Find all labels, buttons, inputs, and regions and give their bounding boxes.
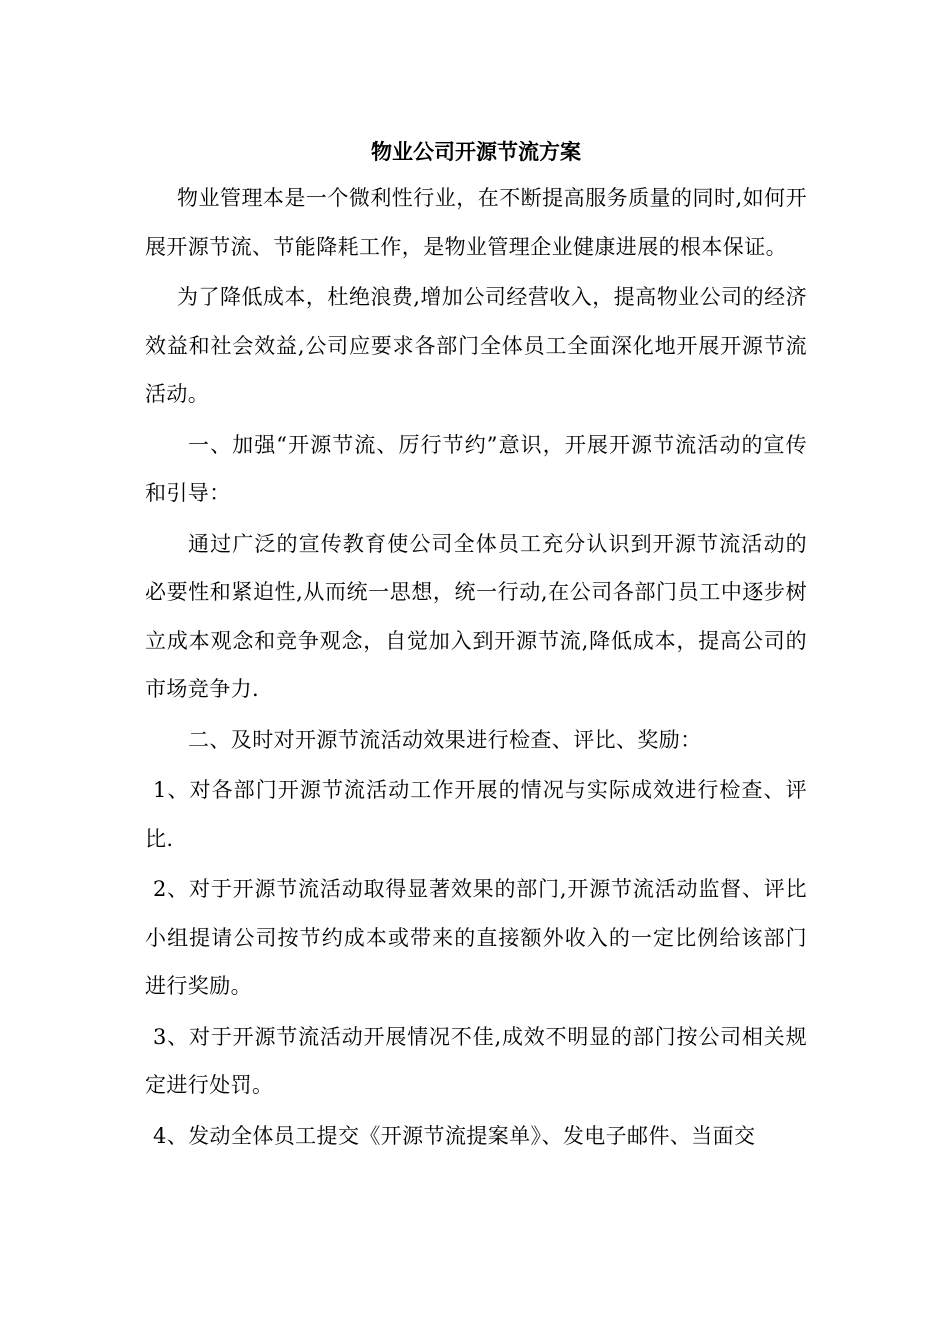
list-item-3: 3、对于开源节流活动开展情况不佳,成效不明显的部门按公司相关规定进行处罚。 [145, 1024, 807, 1097]
list-item-1: 1、对各部门开源节流活动工作开展的情况与实际成效进行检查、评比. [145, 778, 807, 851]
section-heading-1: 一、加强“开源节流、厉行节约”意识，开展开源节流活动的宣传和引导： [145, 432, 807, 505]
section-heading-2: 二、及时对开源节流活动效果进行检查、评比、奖励： [188, 727, 702, 752]
paragraph-purpose: 为了降低成本，杜绝浪费,增加公司经营收入，提高物业公司的经济效益和社会效益,公司应要求各部门全体员工全面深化地开展开源节流活动。 [145, 285, 807, 406]
list-item-2: 2、对于开源节流活动取得显著效果的部门,开源节流活动监督、评比小组提请公司按节约成本或带来的直接额外收入的一定比例给该部门进行奖励。 [145, 877, 807, 998]
list-item-4: 4、发动全体员工提交《开源节流提案单》、发电子邮件、当面交 [153, 1123, 756, 1148]
paragraph-intro: 物业管理本是一个微利性行业，在不断提高服务质量的同时,如何开展开源节流、节能降耗工作，是物业管理企业健康进展的根本保证。 [145, 186, 807, 259]
paragraph-section-1-body: 通过广泛的宣传教育使公司全体员工充分认识到开源节流活动的必要性和紧迫性,从而统一思想，统一行动,在公司各部门员工中逐步树立成本观念和竞争观念，自觉加入到开源节流,降低成本，提高公司的市场竞争力. [145, 531, 807, 701]
document-body [145, 130, 807, 1162]
document-title: 物业公司开源节流方案 [371, 140, 581, 164]
